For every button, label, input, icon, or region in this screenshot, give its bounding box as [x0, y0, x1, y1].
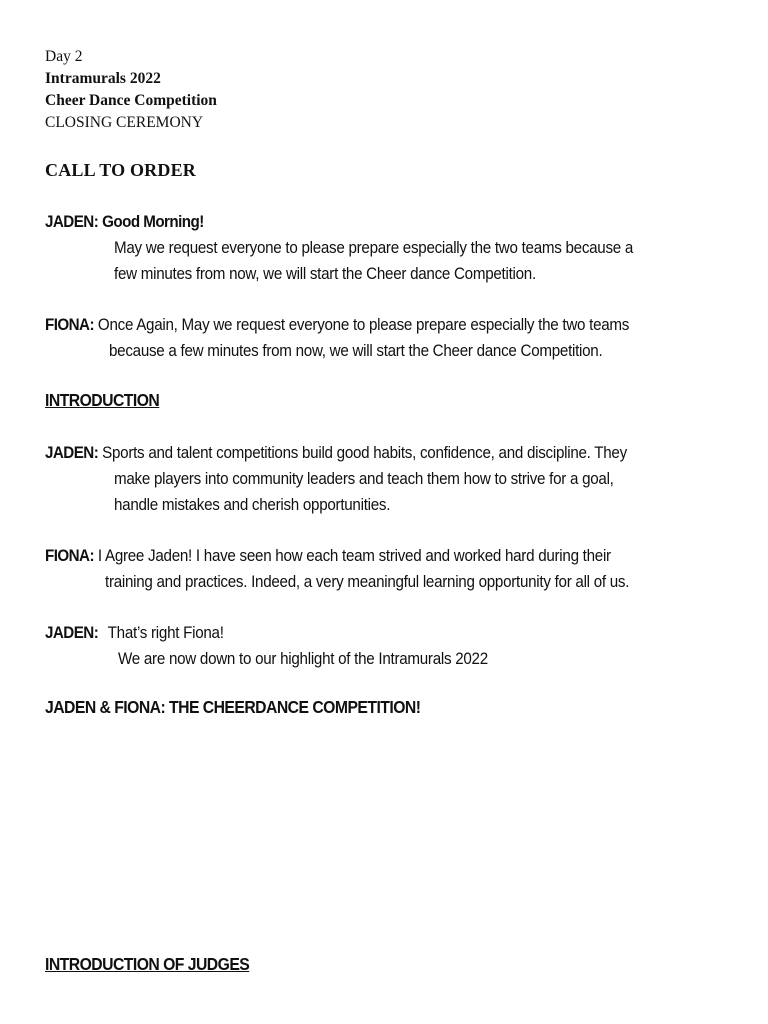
speaker-label: JADEN: — [45, 624, 99, 642]
dialogue-first-line: Sports and talent competitions build good habits, confidence, and discipline. They — [102, 444, 627, 462]
dialogue-line: make players into community leaders and teach them how to strive for a goal, — [114, 470, 614, 488]
speaker-label: JADEN: — [45, 444, 99, 462]
header-day: Day 2 — [45, 48, 83, 65]
speaker-label: FIONA: — [45, 547, 94, 565]
dialogue-line: handle mistakes and cherish opportunities. — [114, 496, 391, 514]
dialogue-fiona-1 — [45, 312, 629, 338]
introduction-heading: INTRODUCTION — [45, 390, 160, 410]
speaker-label: JADEN: — [45, 213, 99, 231]
dialogue-line: because a few minutes from now, we will start the Cheer dance Competition. — [109, 342, 603, 360]
call-to-order-heading: CALL TO ORDER — [45, 160, 196, 180]
header-competition: Cheer Dance Competition — [45, 92, 217, 109]
dialogue-line: training and practices. Indeed, a very meaningful learning opportunity for all of us. — [105, 573, 630, 591]
introduction-of-judges-heading: INTRODUCTION OF JUDGES — [45, 954, 250, 974]
dialogue-jaden-2 — [45, 440, 627, 466]
speaker-label: FIONA: — [45, 316, 94, 334]
dialogue-line: May we request everyone to please prepare especially the two teams because a — [114, 239, 634, 257]
dialogue-first-line: Good Morning! — [102, 213, 204, 231]
dialogue-jaden-3 — [45, 620, 224, 646]
dialogue-line: We are now down to our highlight of the Intramurals 2022 — [118, 650, 488, 668]
dialogue-first-line: Once Again, May we request everyone to please prepare especially the two teams — [97, 316, 630, 334]
dialogue-first-line: I Agree Jaden! I have seen how each team strived and worked hard during their — [97, 547, 611, 565]
header-event: Intramurals 2022 — [45, 70, 161, 87]
header-ceremony: CLOSING CEREMONY — [45, 114, 204, 131]
dialogue-fiona-2 — [45, 543, 611, 569]
joint-announcement: JADEN & FIONA: THE CHEERDANCE COMPETITION! — [45, 697, 421, 717]
dialogue-line: few minutes from now, we will start the Cheer dance Competition. — [114, 265, 536, 283]
dialogue-first-line: That’s right Fiona! — [107, 624, 224, 642]
dialogue-jaden-1 — [45, 209, 204, 235]
